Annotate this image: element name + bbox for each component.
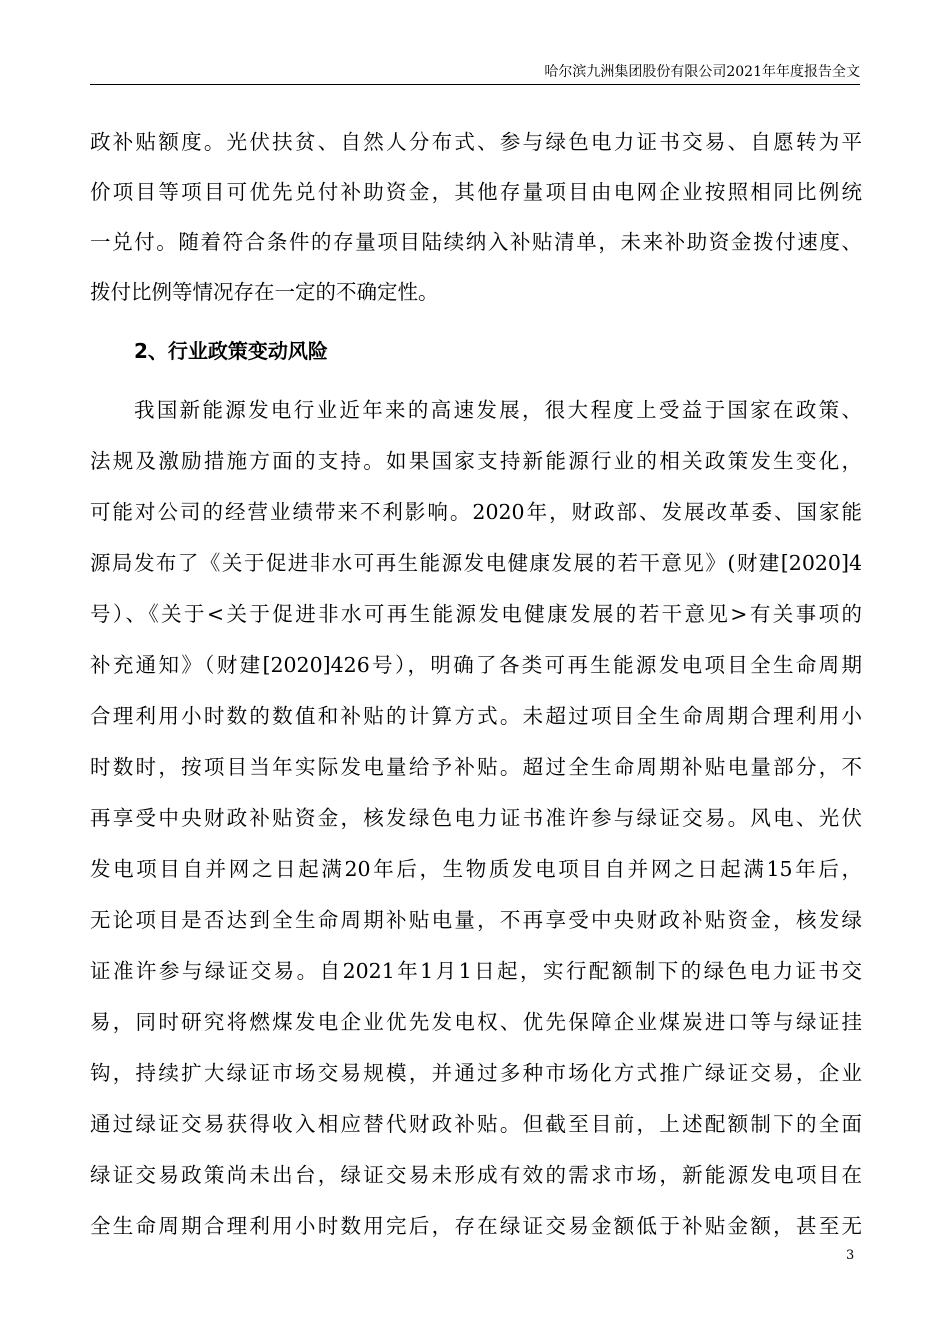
paragraph-line: 通过绿证交易获得收入相应替代财政补贴。但截至目前，上述配额制下的全面 [90,1112,862,1136]
paragraph-line: 无论项目是否达到全生命周期补贴电量，不再享受中央财政补贴资金，核发绿 [90,908,862,932]
paragraph-line: 证准许参与绿证交易。自2021年1月1日起，实行配额制下的绿色电力证书交 [90,959,862,983]
paragraph-line: 政补贴额度。光伏扶贫、自然人分布式、参与绿色电力证书交易、自愿转为平 [90,130,862,154]
paragraph-line: 号）、《关于<关于促进非水可再生能源发电健康发展的若干意见>有关事项的 [90,602,862,626]
paragraph-line: 一兑付。随着符合条件的存量项目陆续纳入补贴清单，未来补助资金拨付速度、 [90,230,862,254]
paragraph-line: 我国新能源发电行业近年来的高速发展，很大程度上受益于国家在政策、 [134,398,862,422]
paragraph-line: 补充通知》（财建[2020]426号），明确了各类可再生能源发电项目全生命周期 [90,653,862,677]
header-title: 哈尔滨九洲集团股份有限公司2021年年度报告全文 [544,64,860,80]
paragraph-line: 全生命周期合理利用小时数用完后，存在绿证交易金额低于补贴金额，甚至无 [90,1214,862,1238]
section-heading: 2、行业政策变动风险 [134,339,328,363]
paragraph-line: 可能对公司的经营业绩带来不利影响。2020年，财政部、发展改革委、国家能 [90,500,862,524]
paragraph-line: 绿证交易政策尚未出台，绿证交易未形成有效的需求市场，新能源发电项目在 [90,1163,862,1187]
paragraph-line: 价项目等项目可优先兑付补助资金，其他存量项目由电网企业按照相同比例统 [90,180,862,204]
paragraph-line: 时数时，按项目当年实际发电量给予补贴。超过全生命周期补贴电量部分，不 [90,755,862,779]
paragraph-line: 再享受中央财政补贴资金，核发绿色电力证书准许参与绿证交易。风电、光伏 [90,806,862,830]
page-header [90,60,860,85]
page-number: 3 [846,1248,855,1263]
paragraph-line: 源局发布了《关于促进非水可再生能源发电健康发展的若干意见》(财建[2020]4 [90,551,862,575]
paragraph-line: 法规及激励措施方面的支持。如果国家支持新能源行业的相关政策发生变化， [90,449,862,473]
paragraph-line: 钩，持续扩大绿证市场交易规模，并通过多种市场化方式推广绿证交易，企业 [90,1061,862,1085]
paragraph-line: 发电项目自并网之日起满20年后，生物质发电项目自并网之日起满15年后， [90,857,862,881]
paragraph-line: 拨付比例等情况存在一定的不确定性。 [90,280,439,304]
paragraph-line: 易，同时研究将燃煤发电企业优先发电权、优先保障企业煤炭进口等与绿证挂 [90,1010,862,1034]
paragraph-line: 合理利用小时数的数值和补贴的计算方式。未超过项目全生命周期合理利用小 [90,704,862,728]
